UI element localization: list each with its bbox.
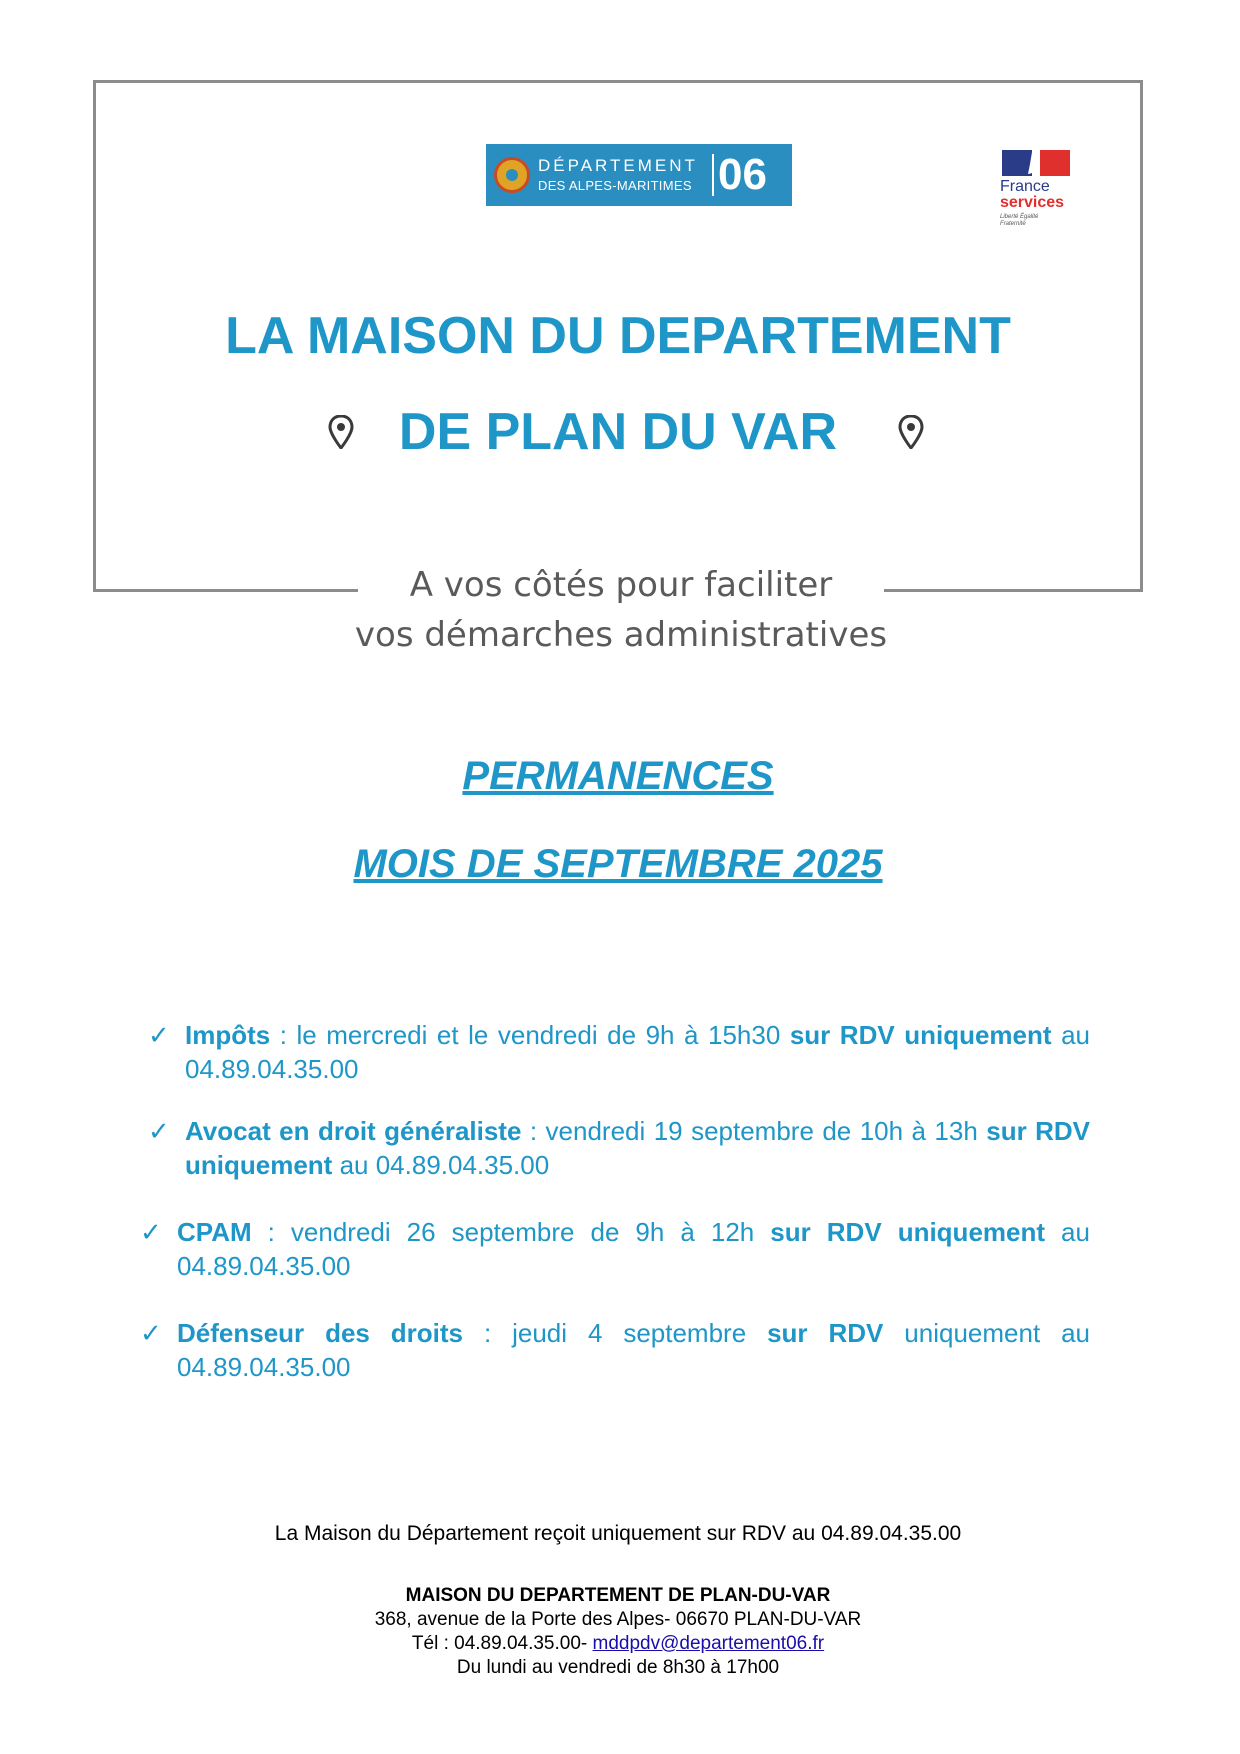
permanence-text: CPAM : vendredi 26 septembre de 9h à 12h sur RDV uniquement au 04.89.04.35.00 <box>177 1217 1090 1281</box>
france-services-line1: France <box>1000 178 1050 195</box>
logo-separator <box>712 154 714 196</box>
permanence-text: Défenseur des droits : jeudi 4 septembre sur RDV uniquement au 04.89.04.35.00 <box>177 1318 1091 1382</box>
permanence-text: Impôts : le mercredi et le vendredi de 9h à 15h30 sur RDV uniquement au 04.89.04.35.00 <box>185 1020 1090 1084</box>
departement-06-logo <box>486 144 792 206</box>
month-heading: MOIS DE SEPTEMBRE 2025 <box>353 842 883 886</box>
permanence-item-avocat <box>140 1114 1090 1186</box>
departement-seal-icon <box>494 157 530 193</box>
check-icon: ✓ <box>140 1318 162 1348</box>
logo-line1: DÉPARTEMENT <box>538 156 698 175</box>
tagline-line1: A vos côtés pour faciliter <box>409 565 833 605</box>
permanence-item-cpam <box>140 1215 1090 1287</box>
check-icon: ✓ <box>148 1116 170 1146</box>
permanences-heading: PERMANENCES <box>462 754 774 798</box>
check-icon: ✓ <box>140 1217 162 1247</box>
org-contact <box>93 1632 1143 1656</box>
phone-text: Tél : 04.89.04.35.00- <box>411 1633 593 1654</box>
page-title-line2: DE PLAN DU VAR <box>398 403 838 461</box>
check-icon: ✓ <box>148 1020 170 1050</box>
tagline-line2: vos démarches administratives <box>354 615 888 655</box>
opening-hours: Du lundi au vendredi de 8h30 à 17h00 <box>456 1657 780 1678</box>
france-services-logo <box>1000 150 1080 240</box>
permanence-item-impots <box>140 1018 1090 1090</box>
logo-line2: DES ALPES-MARITIMES <box>538 178 692 193</box>
org-address: 368, avenue de la Porte des Alpes- 06670 PLAN-DU-VAR <box>374 1609 862 1630</box>
rdv-notice: La Maison du Département reçoit uniquement sur RDV au 04.89.04.35.00 <box>274 1522 962 1545</box>
logo-number: 06 <box>718 150 767 199</box>
email-link[interactable]: mddpdv@departement06.fr <box>592 1633 825 1654</box>
page-title-line1: LA MAISON DU DEPARTEMENT <box>225 307 1011 365</box>
marianne-flag-icon <box>1002 150 1068 176</box>
permanence-item-defenseur <box>140 1316 1090 1388</box>
france-services-line2: services <box>1000 194 1065 211</box>
france-services-motto: Liberté Égalité Fraternité <box>1000 214 1039 227</box>
org-name: MAISON DU DEPARTEMENT DE PLAN-DU-VAR <box>405 1585 831 1606</box>
permanence-text: Avocat en droit généraliste : vendredi 19 septembre de 10h à 13h sur RDV uniquement au 04.89.04.35.00 <box>185 1116 1091 1180</box>
location-pin-icon-right <box>898 415 924 449</box>
